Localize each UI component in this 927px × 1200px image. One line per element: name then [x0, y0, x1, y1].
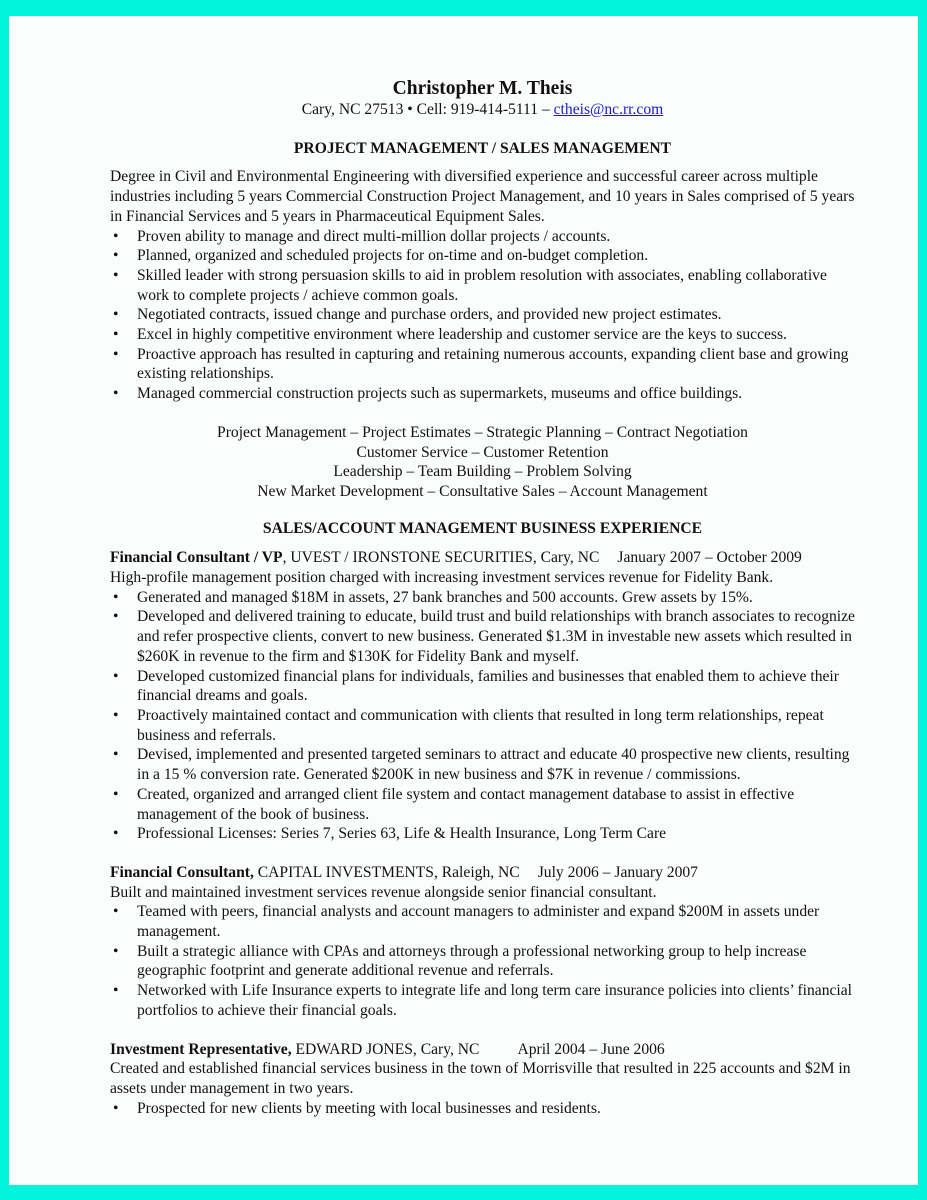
- resume-content: [110, 78, 855, 1118]
- job-bullets: [110, 902, 855, 1020]
- list-item: • Built a strategic alliance with CPAs and attorneys through a professional networking group to help increase geographic footprint and generate additional revenue and referrals.: [110, 942, 855, 981]
- summary-intro: Degree in Civil and Environmental Engineering with diversified experience and successful career across multiple industries including 5 years Commercial Construction Project Management, and 10 years in Sales comprised of 5 years in Financial Services and 5 years in Pharmaceutical Equipment Sales.: [110, 168, 855, 225]
- skills-line: Leadership – Team Building – Problem Solving: [333, 463, 632, 481]
- list-item: • Negotiated contracts, issued change and purchase orders, and provided new project estimates.: [110, 305, 855, 325]
- job-description: High-profile management position charged with increasing investment services revenue for Fidelity Bank.: [110, 569, 774, 587]
- skills-line: New Market Development – Consultative Sales – Account Management: [257, 482, 708, 500]
- email-link[interactable]: ctheis@nc.rr.com: [553, 101, 664, 118]
- job-company: CAPITAL INVESTMENTS, Raleigh, NC: [253, 863, 520, 881]
- experience-heading: SALES/ACCOUNT MANAGEMENT BUSINESS EXPERIENCE: [262, 519, 703, 537]
- job-title-line: [110, 1040, 855, 1060]
- job-bullets: [110, 588, 855, 844]
- summary-bullets: [110, 227, 855, 404]
- skills-line: Project Management – Project Estimates – Strategic Planning – Contract Negotiation: [217, 423, 748, 441]
- job-description: Built and maintained investment services revenue alongside senior financial consultant.: [110, 883, 657, 901]
- job-description: Created and established financial services business in the town of Morrisville that resulted in 225 accounts and $2M in assets under management in two years.: [110, 1060, 851, 1097]
- skills-block: [110, 423, 855, 502]
- job-company: , UVEST / IRONSTONE SECURITIES, Cary, NC: [282, 549, 600, 567]
- list-item: • Proactively maintained contact and communication with clients that resulted in long term relationships, repeat business and referrals.: [110, 706, 855, 745]
- job-title-line: [110, 863, 855, 883]
- list-item: • Generated and managed $18M in assets, 27 bank branches and 500 accounts. Grew assets by 15%.: [110, 588, 855, 608]
- job-dates: July 2006 – January 2007: [537, 863, 698, 881]
- job-entry: [110, 1040, 855, 1119]
- contact-info: Cary, NC 27513 • Cell: 919-414-5111 –: [301, 101, 554, 118]
- list-item: • Planned, organized and scheduled projects for on-time and on-budget completion.: [110, 246, 855, 266]
- resume-page: [9, 16, 918, 1185]
- list-item: • Developed customized financial plans for individuals, families and businesses that enabled them to achieve their financial dreams and goals.: [110, 667, 855, 706]
- job-company: EDWARD JONES, Cary, NC: [291, 1040, 480, 1058]
- list-item: • Devised, implemented and presented targeted seminars to attract and educate 40 prospective new clients, resulting in a 15 % conversion rate. Generated $200K in new business and $7K in revenue / commissions.: [110, 745, 855, 784]
- list-item: • Proven ability to manage and direct multi-million dollar projects / accounts.: [110, 227, 855, 247]
- list-item: • Developed and delivered training to educate, build trust and build relationships with branch associates to recognize and refer prospective clients, convert to new business. Generated $1.3M in investable new assets which resulted in $260K in revenue to the firm and $130K for Fidelity Bank and myself.: [110, 607, 855, 666]
- summary-heading: PROJECT MANAGEMENT / SALES MANAGEMENT: [293, 139, 672, 157]
- job-title: Investment Representative,: [110, 1040, 292, 1058]
- candidate-name: Christopher M. Theis: [392, 78, 573, 99]
- list-item: • Managed commercial construction projects such as supermarkets, museums and office buildings.: [110, 384, 855, 404]
- list-item: • Teamed with peers, financial analysts and account managers to administer and expand $200M in assets under management.: [110, 902, 855, 941]
- job-dates: January 2007 – October 2009: [617, 549, 802, 567]
- job-entry: [110, 863, 855, 1021]
- list-item: • Created, organized and arranged client file system and contact management database to assist in effective management of the book of business.: [110, 785, 855, 824]
- list-item: • Skilled leader with strong persuasion skills to aid in problem resolution with associates, enabling collaborative work to complete projects / achieve common goals.: [110, 266, 855, 305]
- contact-line: [110, 100, 855, 120]
- job-title: Financial Consultant,: [110, 863, 254, 881]
- job-title: Financial Consultant / VP: [110, 549, 283, 567]
- list-item: • Networked with Life Insurance experts to integrate life and long term care insurance policies into clients’ financial portfolios to achieve their financial goals.: [110, 981, 855, 1020]
- list-item: • Proactive approach has resulted in capturing and retaining numerous accounts, expanding client base and growing existing relationships.: [110, 345, 855, 384]
- list-item: • Excel in highly competitive environment where leadership and customer service are the keys to success.: [110, 325, 855, 345]
- job-title-line: [110, 548, 855, 568]
- job-dates: April 2004 – June 2006: [517, 1040, 665, 1058]
- list-item: • Professional Licenses: Series 7, Series 63, Life & Health Insurance, Long Term Care: [110, 824, 855, 844]
- job-bullets: [110, 1099, 855, 1119]
- list-item: • Prospected for new clients by meeting with local businesses and residents.: [110, 1099, 855, 1119]
- job-entry: [110, 548, 855, 844]
- skills-line: Customer Service – Customer Retention: [356, 443, 609, 461]
